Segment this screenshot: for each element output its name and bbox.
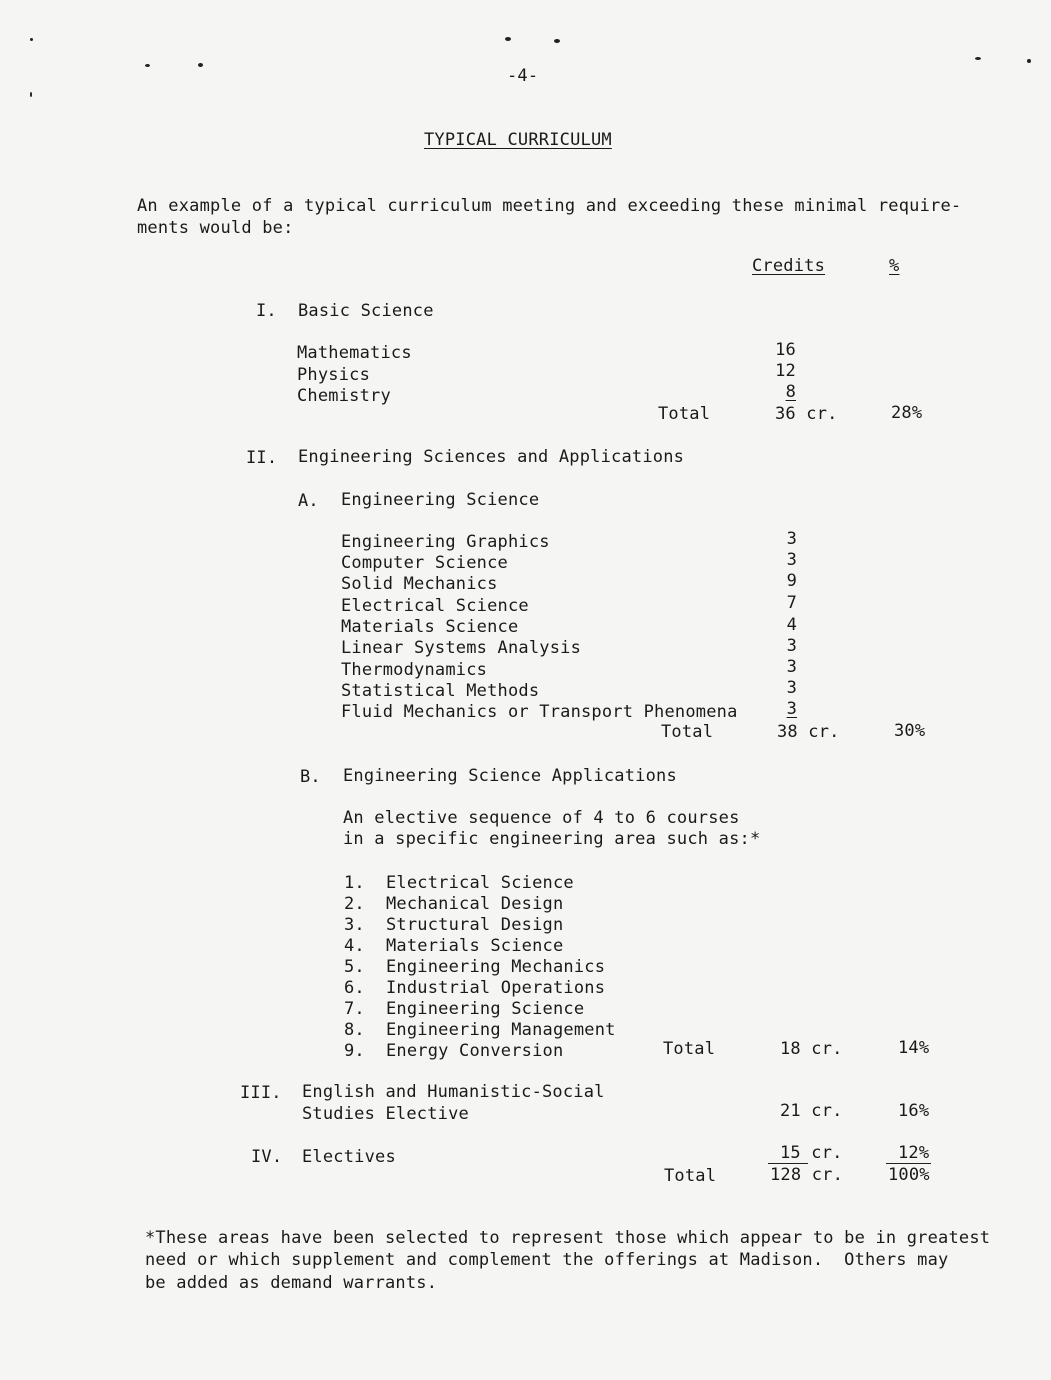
- course-name: Physics: [297, 365, 371, 385]
- area-number: 9.: [344, 1041, 365, 1061]
- scan-speck: [198, 63, 203, 67]
- course-name: Mathematics: [297, 343, 412, 363]
- area-name: Energy Conversion: [386, 1041, 564, 1061]
- scan-speck: [30, 92, 32, 97]
- footnote-line: be added as demand warrants.: [145, 1273, 438, 1293]
- credits-column-header: Credits: [752, 256, 826, 276]
- area-name: Mechanical Design: [386, 894, 564, 914]
- course-name: Electrical Science: [341, 596, 529, 616]
- sum-rule: [886, 1163, 931, 1164]
- scan-speck: [145, 64, 150, 67]
- section-total-percent: 30%: [894, 721, 926, 741]
- section-total-percent: 14%: [898, 1038, 930, 1058]
- subsection-title: Engineering Science Applications: [343, 766, 677, 786]
- course-credits: 3: [786, 678, 797, 698]
- section-numeral: III.: [240, 1083, 282, 1103]
- area-name: Electrical Science: [386, 873, 574, 893]
- section-credits: 21 cr.: [780, 1101, 843, 1121]
- section-numeral: I.: [256, 301, 277, 321]
- section-title: English and Humanistic-Social: [302, 1082, 605, 1102]
- course-credits: 3: [786, 550, 797, 570]
- section-numeral: II.: [246, 448, 278, 468]
- footnote-line: need or which supplement and complement the offerings at Madison. Others may: [145, 1250, 949, 1270]
- section-total-credits: 18 cr.: [780, 1039, 843, 1059]
- course-name: Materials Science: [341, 617, 519, 637]
- course-credits: 16: [775, 340, 796, 360]
- total-label: Total: [663, 1039, 716, 1059]
- subsection-letter: A.: [298, 491, 319, 511]
- course-name: Chemistry: [297, 386, 391, 406]
- section-total-credits: 38 cr.: [777, 722, 840, 742]
- section-numeral: IV.: [251, 1147, 283, 1167]
- course-name: Linear Systems Analysis: [341, 638, 582, 658]
- intro-line: ments would be:: [137, 218, 294, 238]
- area-name: Engineering Science: [386, 999, 585, 1019]
- applications-description: An elective sequence of 4 to 6 courses: [343, 808, 740, 828]
- grand-total-percent: 100%: [888, 1165, 930, 1185]
- area-name: Materials Science: [386, 936, 564, 956]
- area-number: 5.: [344, 957, 365, 977]
- course-credits: 12: [775, 361, 796, 381]
- intro-line: An example of a typical curriculum meeting and exceeding these minimal require-: [137, 196, 962, 216]
- footnote-line: *These areas have been selected to represent those which appear to be in greatest: [145, 1228, 991, 1248]
- scan-speck: [975, 57, 981, 60]
- scan-speck: [1027, 59, 1031, 63]
- course-credits: 9: [786, 571, 797, 591]
- percent-column-header: %: [889, 256, 900, 276]
- course-name: Statistical Methods: [341, 681, 540, 701]
- page-title: TYPICAL CURRICULUM: [424, 130, 612, 150]
- section-title: Basic Science: [298, 301, 434, 321]
- course-credits: 4: [786, 615, 797, 635]
- section-total-percent: 28%: [891, 403, 923, 423]
- section-percent: 12%: [898, 1143, 930, 1163]
- course-name: Thermodynamics: [341, 660, 488, 680]
- section-percent: 16%: [898, 1101, 930, 1121]
- course-credits: 7: [786, 593, 797, 613]
- course-name: Solid Mechanics: [341, 574, 498, 594]
- sum-rule: [768, 1163, 808, 1164]
- page-number: -4-: [507, 66, 539, 86]
- section-title: Studies Elective: [302, 1104, 469, 1124]
- section-total-credits: 36 cr.: [775, 404, 838, 424]
- area-number: 6.: [344, 978, 365, 998]
- scan-speck: [554, 39, 560, 43]
- subsection-title: Engineering Science: [341, 490, 540, 510]
- area-name: Engineering Mechanics: [386, 957, 606, 977]
- scan-speck: [30, 38, 33, 41]
- area-number: 7.: [344, 999, 365, 1019]
- area-name: Structural Design: [386, 915, 564, 935]
- applications-description: in a specific engineering area such as:*: [343, 829, 761, 849]
- scan-speck: [505, 37, 511, 41]
- course-credits: 3: [786, 636, 797, 656]
- area-number: 4.: [344, 936, 365, 956]
- total-label: Total: [658, 404, 711, 424]
- course-name: Fluid Mechanics or Transport Phenomena: [341, 702, 738, 722]
- course-credits: 3: [786, 657, 797, 677]
- area-name: Engineering Management: [386, 1020, 616, 1040]
- course-name: Computer Science: [341, 553, 508, 573]
- area-name: Industrial Operations: [386, 978, 606, 998]
- course-credits: 8: [785, 382, 796, 402]
- section-title: Engineering Sciences and Applications: [298, 447, 685, 467]
- section-credits: 15 cr.: [780, 1143, 843, 1163]
- grand-total-credits: 128 cr.: [770, 1165, 844, 1185]
- area-number: 8.: [344, 1020, 365, 1040]
- area-number: 2.: [344, 894, 365, 914]
- course-credits: 3: [786, 699, 797, 719]
- course-credits: 3: [786, 529, 797, 549]
- total-label: Total: [661, 722, 714, 742]
- area-number: 3.: [344, 915, 365, 935]
- section-title: Electives: [302, 1147, 396, 1167]
- area-number: 1.: [344, 873, 365, 893]
- total-label: Total: [664, 1166, 717, 1186]
- subsection-letter: B.: [300, 767, 321, 787]
- course-name: Engineering Graphics: [341, 532, 550, 552]
